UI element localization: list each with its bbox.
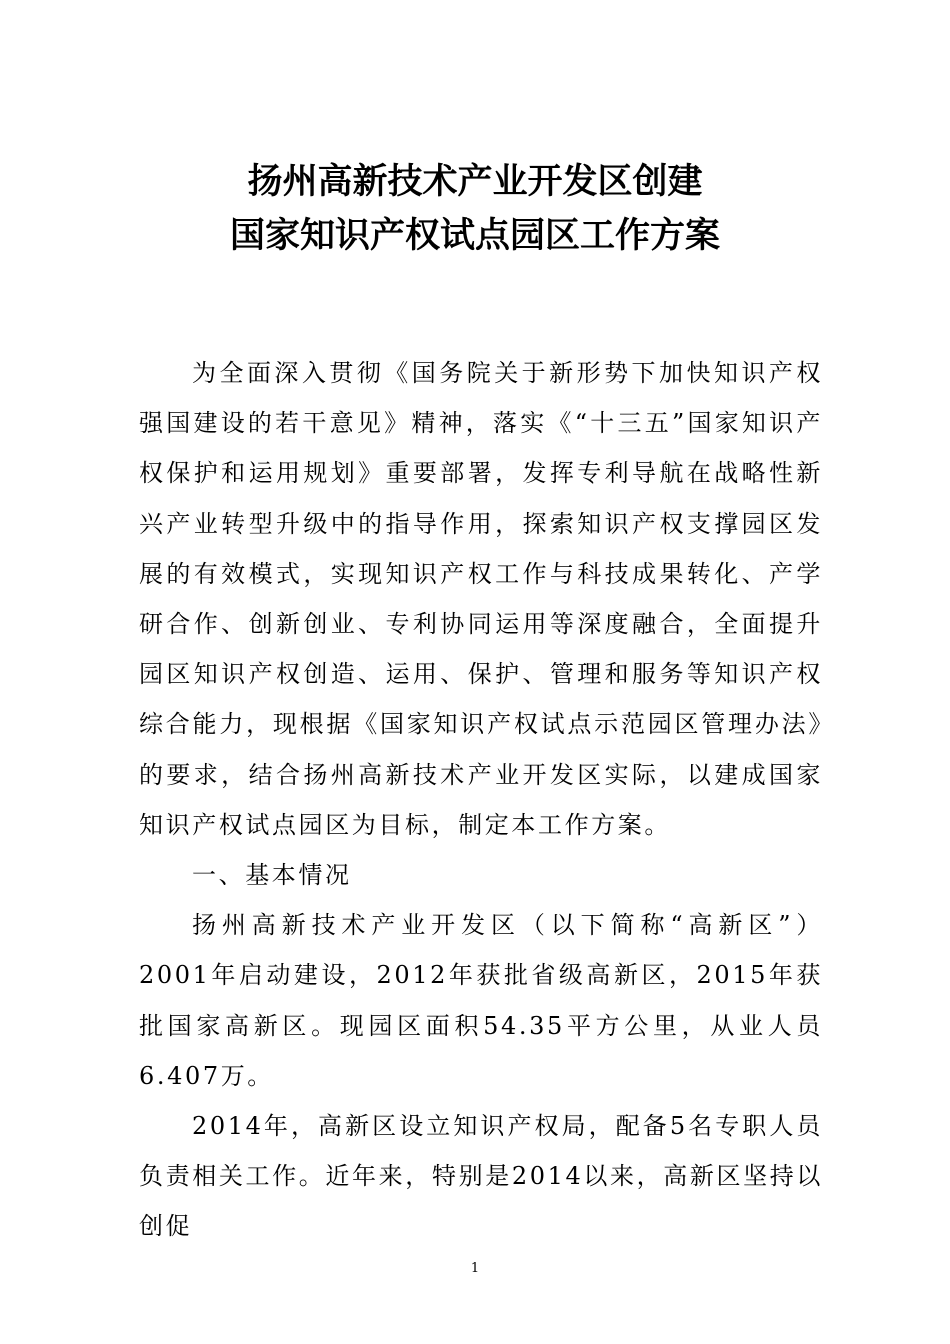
paragraph-zone-overview: 扬州高新技术产业开发区（以下简称“高新区”）2001年启动建设，2012年获批省级高新区，2015年获批国家高新区。现园区面积54.35平方公里，从业人员6.407万。 (139, 911, 823, 1090)
section-heading-basic-situation: 一、基本情况 (192, 861, 352, 890)
document-title-line-2: 国家知识产权试点园区工作方案 (229, 215, 720, 256)
document-title-line-1: 扬州高新技术产业开发区创建 (247, 161, 703, 202)
page-number: 1 (470, 1261, 480, 1276)
document-body (139, 348, 823, 1252)
paragraph-ip-bureau: 2014年，高新区设立知识产权局，配备5名专职人员负责相关工作。近年来，特别是2014以来，高新区坚持以创促 (139, 1112, 823, 1241)
paragraph-intro: 为全面深入贯彻《国务院关于新形势下加快知识产权强国建设的若干意见》精神，落实《“十三五”国家知识产权保护和运用规划》重要部署，发挥专利导航在战略性新兴产业转型升级中的指导作用，探索知识产权支撑园区发展的有效模式，实现知识产权工作与科技成果转化、产学研合作、创新创业、专利协同运用等深度融合，全面提升园区知识产权创造、运用、保护、管理和服务等知识产权综合能力，现根据《国家知识产权试点示范园区管理办法》的要求，结合扬州高新技术产业开发区实际，以建成国家知识产权试点园区为目标，制定本工作方案。 (139, 359, 823, 839)
